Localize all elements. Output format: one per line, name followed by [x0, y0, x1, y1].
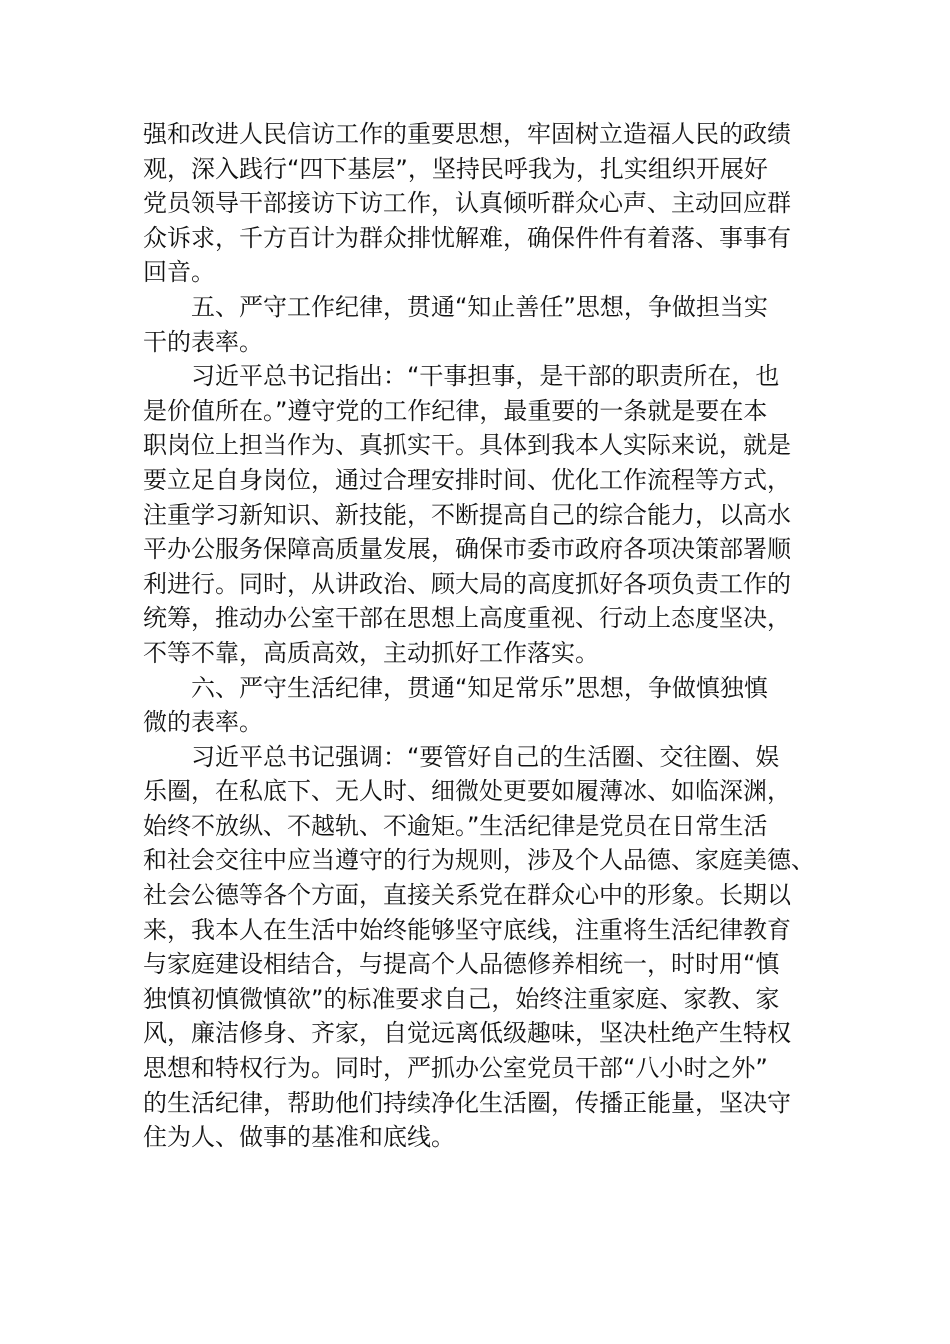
- document-body: [143, 117, 815, 1155]
- text-line: 回音。: [143, 258, 215, 287]
- section-heading-line: 六、严守生活纪律，贯通“知足常乐”思想，争做慎独慎: [191, 673, 768, 702]
- text-line: 住为人、做事的基准和底线。: [143, 1123, 455, 1152]
- text-line: 独慎初慎微慎欲”的标准要求自己，始终注重家庭、家教、家: [143, 984, 780, 1013]
- text-line: 强和改进人民信访工作的重要思想，牢固树立造福人民的政绩: [143, 120, 791, 148]
- text-line: 社会公德等各个方面，直接关系党在群众心中的形象。长期以: [143, 881, 791, 910]
- section-heading-line: 干的表率。: [143, 327, 263, 356]
- text-line: 乐圈，在私底下、无人时、细微处更要如履薄冰、如临深渊，: [143, 777, 791, 806]
- paragraph-start-line: 习近平总书记强调：“要管好自己的生活圈、交往圈、娱: [191, 742, 780, 771]
- text-line: 统筹，推动办公室干部在思想上高度重视、行动上态度坚决，: [143, 604, 791, 633]
- text-line: 注重学习新知识、新技能，不断提高自己的综合能力，以高水: [143, 500, 791, 529]
- text-line: 职岗位上担当作为、真抓实干。具体到我本人实际来说，就是: [143, 431, 791, 460]
- text-line: 与家庭建设相结合，与提高个人品德修养相统一，时时用“慎: [143, 950, 780, 979]
- text-line: 利进行。同时，从讲政治、顾大局的高度抓好各项负责工作的: [143, 569, 791, 598]
- text-line: 风，廉洁修身、齐家，自觉远离低级趣味，坚决杜绝产生特权: [143, 1019, 791, 1048]
- text-line: 的生活纪律，帮助他们持续净化生活圈，传播正能量，坚决守: [143, 1088, 791, 1117]
- section-heading-line: 微的表率。: [143, 708, 263, 737]
- section-heading-line: 五、严守工作纪律，贯通“知止善任”思想，争做担当实: [191, 292, 768, 321]
- text-line: 党员领导干部接访下访工作，认真倾听群众心声、主动回应群: [143, 189, 791, 218]
- text-line: 不等不靠，高质高效，主动抓好工作落实。: [143, 638, 599, 667]
- text-line: 要立足自身岗位，通过合理安排时间、优化工作流程等方式，: [143, 465, 791, 494]
- text-line: 观，深入践行“四下基层”，坚持民呼我为，扎实组织开展好: [143, 154, 768, 183]
- paragraph-start-line: 习近平总书记指出：“干事担事，是干部的职责所在，也: [191, 362, 780, 391]
- text-line: 思想和特权行为。同时，严抓办公室党员干部“八小时之外”: [143, 1054, 768, 1083]
- text-line: 始终不放纵、不越轨、不逾矩。”生活纪律是党员在日常生活: [143, 811, 768, 840]
- text-line: 众诉求，千方百计为群众排忧解难，确保件件有着落、事事有: [143, 223, 791, 252]
- text-line: 平办公服务保障高质量发展，确保市委市政府各项决策部署顺: [143, 535, 791, 564]
- text-line: 是价值所在。”遵守党的工作纪律，最重要的一条就是要在本: [143, 396, 768, 425]
- text-line: 来，我本人在生活中始终能够坚守底线，注重将生活纪律教育: [143, 915, 791, 944]
- text-line: 和社会交往中应当遵守的行为规则，涉及个人品德、家庭美德、: [143, 846, 815, 875]
